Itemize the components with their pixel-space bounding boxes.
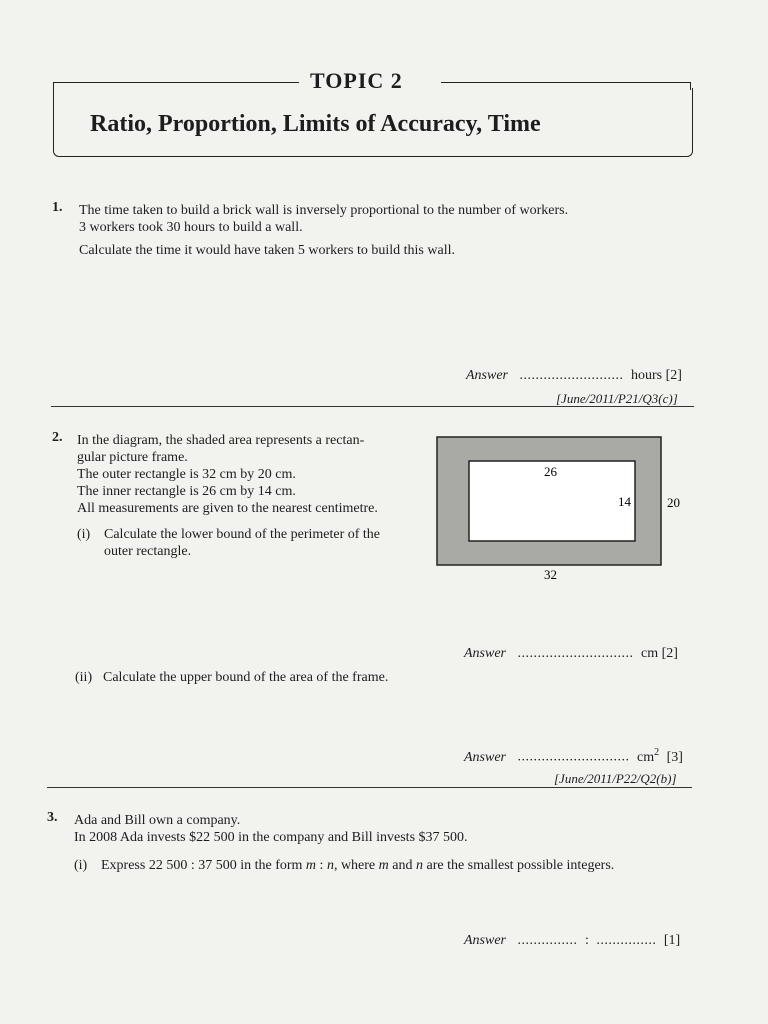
topic-rule-right — [441, 82, 691, 83]
q2-part-ii-label: (ii) — [75, 670, 93, 685]
q2-divider — [47, 787, 692, 788]
inner-height-label: 14 — [618, 494, 631, 509]
q2-part-ii-answer-sup: 2 — [654, 747, 660, 758]
q2-part-i-label: (i) — [77, 527, 91, 542]
q3-part-i-label: (i) — [74, 858, 88, 873]
topic-label: TOPIC 2 — [310, 68, 403, 93]
q1-answer-label: Answer — [466, 368, 508, 383]
q2-reference: [June/2011/P22/Q2(b)] — [554, 771, 677, 786]
inner-width-label: 26 — [544, 464, 557, 479]
q2-number: 2. — [52, 430, 63, 445]
q1-answer-unit: hours [2] — [631, 368, 682, 383]
q2-line-4: The inner rectangle is 26 cm by 14 cm. — [77, 484, 296, 499]
q3-part-i-text-a: Express 22 500 : 37 500 in the form — [101, 858, 306, 873]
q3-part-i-n2: n — [415, 858, 423, 873]
q1-answer — [466, 368, 682, 384]
q1-divider — [51, 406, 694, 407]
q1-text — [79, 202, 679, 259]
q2-part-i-answer-label: Answer — [464, 646, 506, 661]
q2-part-ii-answer — [464, 747, 683, 766]
q3-number: 3. — [47, 810, 58, 825]
q2-part-i-answer-unit: cm [2] — [641, 646, 678, 661]
q2-part-ii-answer-label: Answer — [464, 749, 506, 765]
q1-number: 1. — [52, 200, 63, 215]
q2-part-i-line-2: outer rectangle. — [104, 544, 192, 559]
q1-answer-field[interactable]: .......................... — [519, 368, 624, 383]
q3-part-i-colon: : — [316, 858, 327, 873]
q2-part-ii-answer-field[interactable]: ............................ — [517, 749, 630, 765]
q2-part-i-answer — [464, 646, 678, 662]
picture-frame-diagram — [436, 436, 696, 586]
q2-line-2: gular picture frame. — [77, 450, 188, 465]
q2-line-1: In the diagram, the shaded area represents a rectan- — [77, 433, 365, 448]
topic-rule-left — [53, 82, 299, 83]
q3-answer-field-m[interactable]: ............... — [517, 933, 578, 948]
q2-text — [77, 432, 427, 517]
page-title: Ratio, Proportion, Limits of Accuracy, Time — [90, 111, 541, 137]
q1-reference: [June/2011/P21/Q3(c)] — [556, 391, 678, 406]
q3-answer — [464, 933, 680, 949]
q3-part-i-text-b: , where — [333, 858, 379, 873]
q1-line-2: 3 workers took 30 hours to build a wall. — [79, 220, 303, 235]
q1-line-1: The time taken to build a brick wall is inversely proportional to the number of workers. — [79, 203, 569, 218]
q2-line-5: All measurements are given to the nearest centimetre. — [77, 501, 378, 516]
q3-answer-field-n[interactable]: ............... — [596, 933, 657, 948]
q2-part-i-line-1: Calculate the lower bound of the perimeter of the — [104, 527, 381, 542]
q2-part-ii-text: Calculate the upper bound of the area of the frame. — [103, 670, 389, 685]
q1-line-3: Calculate the time it would have taken 5 workers to build this wall. — [79, 243, 455, 258]
q2-part-ii-answer-marks: [3] — [666, 749, 683, 765]
q3-line-1: Ada and Bill own a company. — [74, 813, 241, 828]
q3-line-2: In 2008 Ada invests $22 500 in the company and Bill invests $37 500. — [74, 830, 468, 845]
outer-width-label: 32 — [544, 567, 557, 582]
q3-answer-label: Answer — [464, 933, 506, 948]
q3-part-i-m: m — [305, 858, 317, 873]
q3-answer-marks: [1] — [663, 933, 681, 948]
q2-part-ii-answer-unit: cm — [637, 749, 655, 765]
q3-part-i-text — [101, 857, 691, 874]
q3-part-i-n: n — [326, 858, 334, 873]
q2-line-3: The outer rectangle is 32 cm by 20 cm. — [77, 467, 296, 482]
q3-part-i-text-c: are the smallest possible integers. — [422, 858, 615, 873]
q3-answer-colon: : — [585, 933, 589, 948]
q2-part-i-answer-field[interactable]: ............................. — [517, 646, 634, 661]
outer-height-label: 20 — [667, 495, 680, 510]
q2-part-i-text — [104, 526, 424, 560]
q3-part-i-and: and — [388, 858, 416, 873]
q3-part-i-m2: m — [378, 858, 389, 873]
q3-text — [74, 812, 674, 846]
